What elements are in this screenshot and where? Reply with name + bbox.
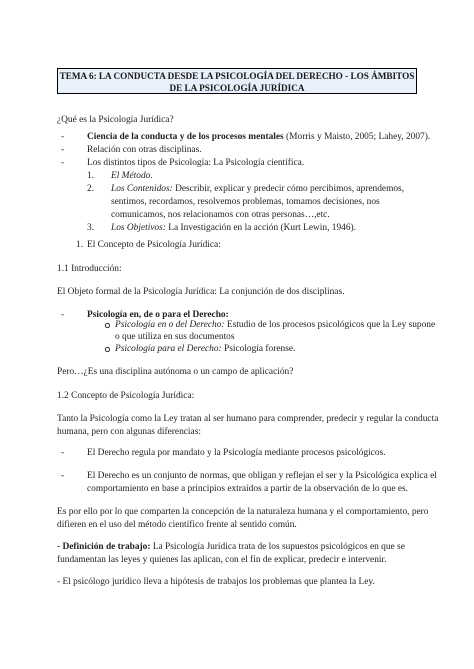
difference-2-line-2: comportamiento en base a principios extraídos a partir de la observación de lo que es. — [87, 484, 408, 494]
title-box — [57, 68, 417, 94]
difference-2-line-1: El Derecho es un conjunto de normas, que obligan y reflejan el ser y la Psicológica explica el — [87, 471, 437, 481]
espor-line-2: difieren en el uso del método científico frente al sentido común. — [57, 520, 297, 530]
title-line-2: DE LA PSICOLOGÍA JURÍDICA — [169, 83, 305, 93]
bullet-2-rest: Psicología forense. — [221, 344, 296, 354]
question-heading: ¿Qué es la Psicología Jurídica? — [57, 115, 174, 125]
definicion-line-2: fundamentan las leyes y quienes las aplican, con el fin de explicar, predecir e intervenir. — [57, 555, 387, 565]
bullet-1-label: Psicología en o del Derecho: — [115, 320, 225, 330]
sub-item-2 — [111, 182, 471, 196]
objeto-paragraph: El Objeto formal de la Psicología Jurídica: La conjunción de dos disciplinas. — [57, 287, 345, 297]
espor-line-1: Es por ello por lo que comparten la concepción de la naturaleza humana y el comportamiento, pero — [57, 507, 429, 517]
circle-bullet — [105, 347, 110, 352]
list1-item1-bold: Ciencia de la conducta y de los procesos mentales — [87, 132, 284, 142]
sub-item-3-label: Los Objetivos: — [111, 223, 166, 233]
difference-1: El Derecho regula por mandato y la Psicología mediante procesos psicológicos. — [87, 448, 386, 458]
bullet-1-line2: o que utiliza en sus documentos — [115, 332, 235, 342]
last-paragraph: - El psicólogo jurídico lleva a hipótesis de trabajos los problemas que plantea la Ley. — [57, 577, 375, 587]
tanto-line-2: humana, pero con algunas diferencias: — [57, 427, 201, 437]
sub-num-3: 3. — [87, 223, 95, 233]
dash-bullet: - — [61, 448, 65, 458]
bullet-2-label: Psicología para el Derecho: — [115, 344, 222, 354]
dash-bullet: - — [61, 310, 65, 320]
sub-item-2-line3: comunicamos, nos relacionamos con otras personas…,etc. — [111, 210, 330, 220]
list1-item1 — [87, 130, 447, 144]
heading-1-2: 1.2 Concepto de Psicología Jurídica: — [57, 391, 195, 401]
heading-1-1: 1.1 Introducción: — [57, 264, 122, 274]
dash-bullet: - — [61, 471, 65, 481]
bullet-2 — [115, 342, 474, 356]
tanto-line-1: Tanto la Psicología como la Ley tratan al ser humano para comprender, predecir y regular la conducta — [57, 414, 439, 424]
definicion-rest: La Psicología Jurídica trata de los supuestos psicológicos en que se — [150, 542, 405, 552]
title-line-1: TEMA 6: LA CONDUCTA DESDE LA PSICOLOGÍA DEL DERECHO - LOS ÁMBITOS — [59, 71, 415, 81]
list1-item3: Los distintos tipos de Psicología: La Psicología científica. — [87, 158, 305, 168]
dash-bullet: - — [61, 132, 65, 142]
heading-1: El Concepto de Psicología Jurídica: — [87, 240, 221, 250]
sub-item-2-rest: Describir, explicar y predecir cómo percibimos, aprendemos, — [172, 184, 405, 194]
dash-bullet: - — [61, 145, 65, 155]
definicion-line-1 — [57, 540, 417, 554]
sub-item-1: El Método. — [111, 171, 153, 181]
bullet-1-rest: Estudio de los procesos psicológicos que la Ley supone — [224, 320, 436, 330]
sub-num-2: 2. — [87, 184, 95, 194]
circle-bullet — [105, 323, 110, 328]
sub-item-2-line2: sentimos, recordamos, resolvemos problemas, tomamos decisiones, nos — [111, 197, 380, 207]
sub-num-1: 1. — [87, 171, 95, 181]
list1-item1-rest: (Morris y Maisto, 2005; Lahey, 2007). — [283, 132, 431, 142]
psicologia-heading: Psicología en, de o para el Derecho: — [87, 310, 229, 320]
dash-bullet: - — [61, 158, 65, 168]
sub-item-2-label: Los Contenidos: — [111, 184, 173, 194]
sub-item-3-rest: La Investigación en la acción (Kurt Lewin, 1946). — [165, 223, 356, 233]
heading-1-number: 1. — [76, 240, 84, 250]
list1-item2: Relación con otras disciplinas. — [87, 145, 202, 155]
definicion-label: - Definición de trabajo: — [57, 542, 151, 552]
sub-item-3 — [111, 221, 471, 235]
pero-question: Pero…¿Es una disciplina autónoma o un campo de aplicación? — [57, 367, 294, 377]
